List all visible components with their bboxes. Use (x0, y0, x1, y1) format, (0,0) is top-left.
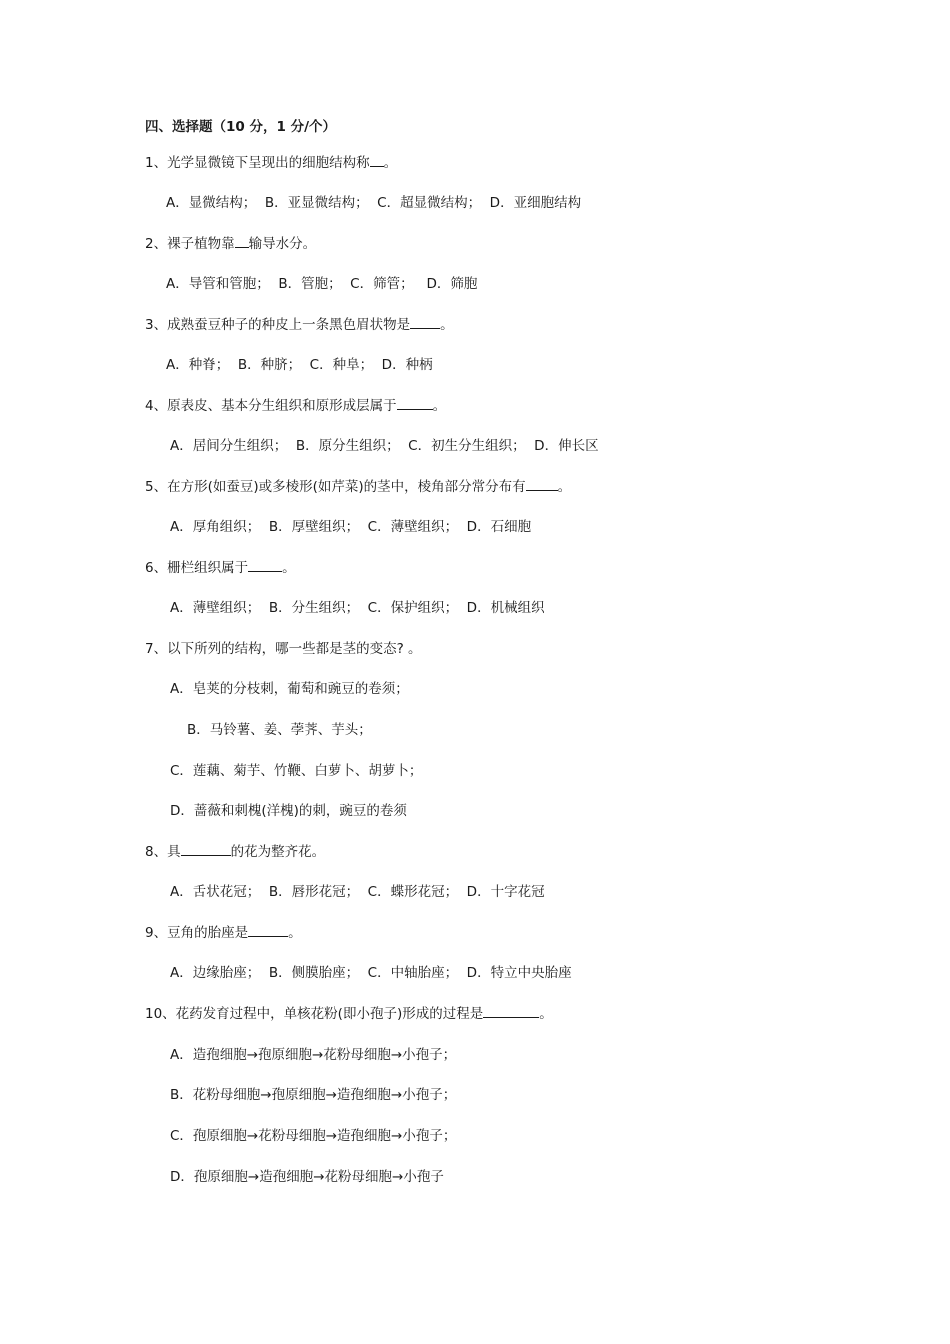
answer-blank (235, 234, 249, 248)
question-10-option-d: D．孢原细胞→造孢细胞→花粉母细胞→小孢子 (170, 1169, 444, 1185)
question-7-stem: 7、以下所列的结构，哪一些都是茎的变态? 。 (145, 641, 422, 657)
question-8-stem: 8、具 的花为整齐花。 (145, 844, 326, 860)
answer-blank (410, 315, 440, 329)
question-3-options: A．种脊； B．种脐； C．种阜； D．种柄 (166, 357, 433, 373)
answer-blank (370, 153, 384, 167)
section-title: 四、选择题（10 分，1 分/个） (145, 119, 337, 135)
question-7-option-b: B．马铃薯、姜、荸荠、芋头； (187, 722, 372, 738)
question-7-option-a: A．皂荚的分枝刺，葡萄和豌豆的卷须； (170, 681, 409, 697)
question-5-stem: 5、在方形(如蚕豆)或多棱形(如芹菜)的茎中，棱角部分常分布有 。 (145, 479, 572, 495)
question-6-options: A．薄壁组织； B．分生组织； C．保护组织； D．机械组织 (170, 600, 545, 616)
question-4-options: A．居间分生组织； B．原分生组织； C．初生分生组织； D．伸长区 (170, 438, 599, 454)
question-5-options: A．厚角组织； B．厚壁组织； C．薄壁组织； D．石细胞 (170, 519, 532, 535)
question-1-options: A．显微结构； B．亚显微结构； C．超显微结构； D．亚细胞结构 (166, 195, 582, 211)
question-8-options: A．舌状花冠； B．唇形花冠； C．蝶形花冠； D．十字花冠 (170, 884, 545, 900)
answer-blank (483, 1004, 539, 1018)
question-4-stem: 4、原表皮、基本分生组织和原形成层属于 。 (145, 398, 447, 414)
question-10-option-a: A．造孢细胞→孢原细胞→花粉母细胞→小孢子； (170, 1047, 457, 1063)
question-10-option-b: B．花粉母细胞→孢原细胞→造孢细胞→小孢子； (170, 1087, 457, 1103)
question-10-stem: 10、花药发育过程中，单核花粉(即小孢子)形成的过程是 。 (145, 1006, 553, 1022)
question-6-stem: 6、栅栏组织属于 。 (145, 560, 296, 576)
question-10-option-c: C．孢原细胞→花粉母细胞→造孢细胞→小孢子； (170, 1128, 457, 1144)
answer-blank (397, 396, 433, 410)
question-2-stem: 2、裸子植物靠 输导水分。 (145, 236, 317, 252)
question-7-option-c: C．莲藕、菊芋、竹鞭、白萝卜、胡萝卜； (170, 763, 423, 779)
question-7-option-d: D．蔷薇和刺槐(洋槐)的刺，豌豆的卷须 (170, 803, 407, 819)
question-9-options: A．边缘胎座； B．侧膜胎座； C．中轴胎座； D．特立中央胎座 (170, 965, 572, 981)
answer-blank (181, 842, 231, 856)
question-1-stem: 1、光学显微镜下呈现出的细胞结构称 。 (145, 155, 398, 171)
question-3-stem: 3、成熟蚕豆种子的种皮上一条黑色眉状物是 。 (145, 317, 454, 333)
question-9-stem: 9、豆角的胎座是 。 (145, 925, 302, 941)
answer-blank (526, 477, 558, 491)
answer-blank (248, 558, 282, 572)
answer-blank (248, 923, 288, 937)
question-2-options: A．导管和管胞； B．管胞； C．筛管； D．筛胞 (166, 276, 478, 292)
